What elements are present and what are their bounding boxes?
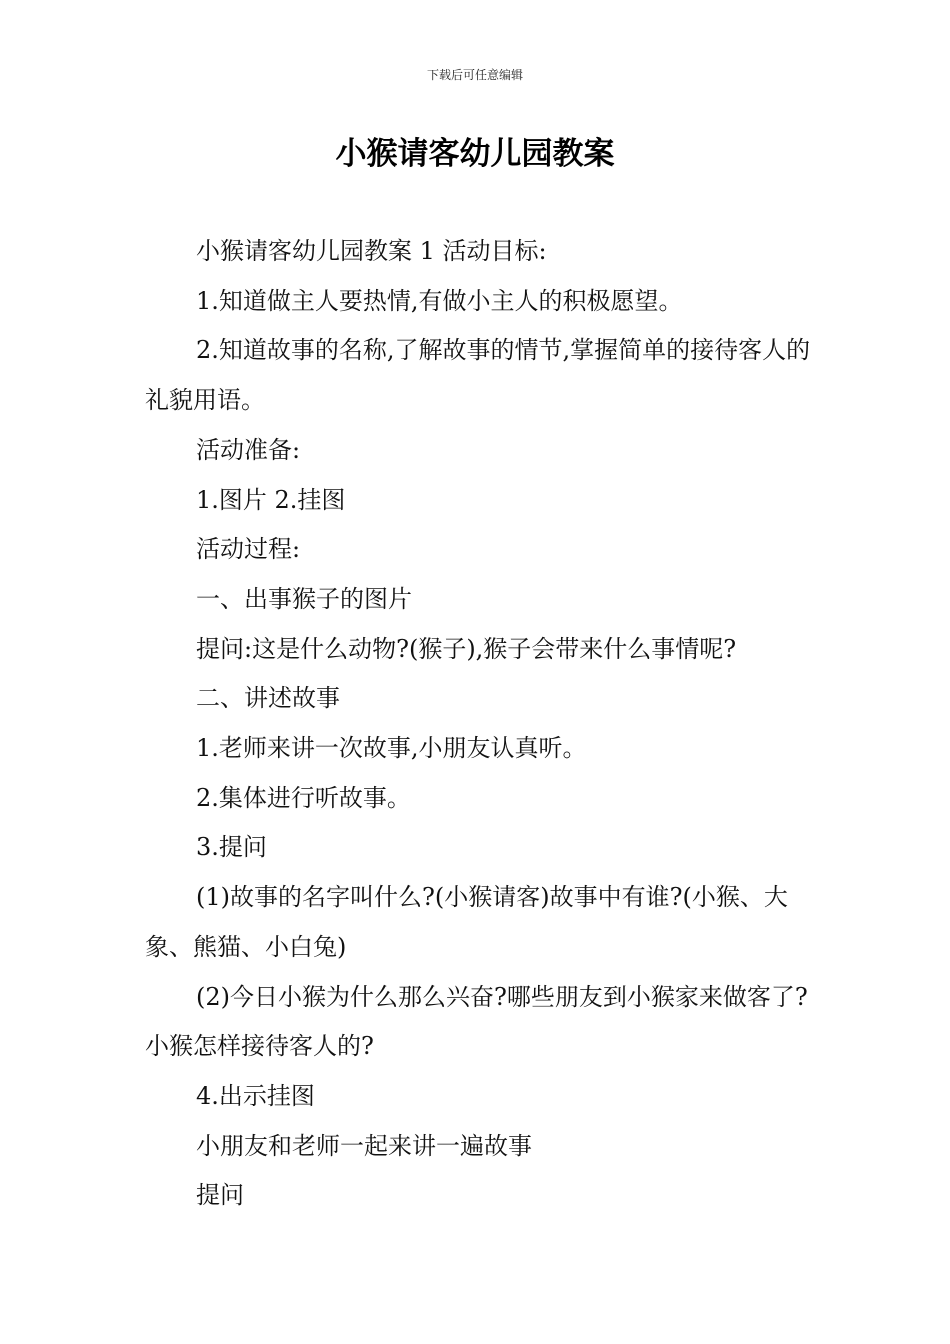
paragraph: 2.知道故事的名称,了解故事的情节,掌握简单的接待客人的礼貌用语。 [145, 336, 811, 415]
paragraph: 提问:这是什么动物?(猴子),猴子会带来什么事情呢? [196, 634, 737, 663]
paragraph: 小猴请客幼儿园教案 1 活动目标: [196, 237, 547, 265]
paragraph: 二、讲述故事 [196, 684, 340, 713]
header-note: 下载后可任意编辑 [426, 68, 523, 82]
paragraph: 一、出事猴子的图片 [196, 584, 412, 613]
paragraph: 4.出示挂图 [196, 1081, 315, 1110]
paragraph: 1.图片 2.挂图 [196, 485, 346, 514]
paragraph: 小朋友和老师一起来讲一遍故事 [196, 1131, 532, 1160]
paragraph: 1.老师来讲一次故事,小朋友认真听。 [196, 734, 587, 763]
paragraph: (2)今日小猴为什么那么兴奋?哪些朋友到小猴家来做客了?小猴怎样接待客人的? [145, 982, 808, 1061]
paragraph: 1.知道做主人要热情,有做小主人的积极愿望。 [196, 286, 683, 315]
page-title: 小猴请客幼儿园教案 [335, 136, 615, 172]
paragraph: 提问 [196, 1181, 244, 1210]
paragraph: 活动准备: [196, 435, 301, 464]
paragraph: 活动过程: [196, 535, 301, 564]
paragraph: (1)故事的名字叫什么?(小猴请客)故事中有谁?(小猴、大象、熊猫、小白兔) [145, 883, 788, 961]
paragraph: 2.集体进行听故事。 [196, 783, 411, 812]
paragraph: 3.提问 [196, 833, 267, 862]
document-body [145, 227, 815, 1221]
